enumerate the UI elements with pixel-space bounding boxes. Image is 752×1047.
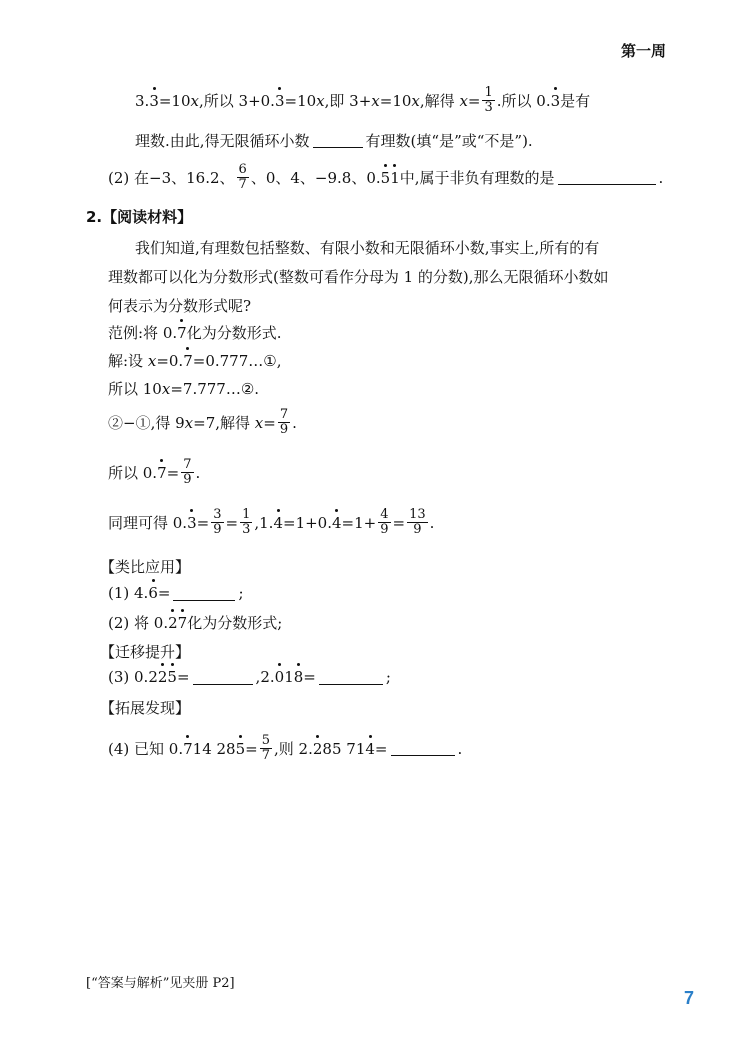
fraction xyxy=(211,508,223,538)
text: =1+ xyxy=(341,513,377,532)
text: = xyxy=(303,668,316,686)
so-line xyxy=(108,378,259,399)
numerator: 1 xyxy=(484,85,493,100)
text: ②−①,得 9 xyxy=(108,414,185,433)
text: = xyxy=(176,668,190,686)
repeating-digit: 3 xyxy=(550,91,561,110)
subtract-line xyxy=(108,408,297,438)
question-2 xyxy=(108,163,663,193)
text: . xyxy=(292,413,297,432)
text: ,2. xyxy=(255,668,275,686)
text: . xyxy=(429,513,435,532)
reading-para-2: 理数都可以化为分数形式(整数可看作分母为 1 的分数),那么无限循环小数如 xyxy=(108,268,609,286)
numerator: 1 xyxy=(242,507,251,522)
text: ,即 3+ xyxy=(324,92,372,111)
repeating-digit: 5 xyxy=(167,668,177,686)
variable-x: x xyxy=(459,91,468,110)
text: 范例:将 0. xyxy=(108,324,178,342)
repeating-digit: 7 xyxy=(157,463,167,482)
text: =7.777…②. xyxy=(170,379,260,398)
text: 理数.由此,得无限循环小数 xyxy=(135,132,310,150)
text: ; xyxy=(238,584,244,602)
text: = xyxy=(263,413,276,432)
repeating-digit: 5 xyxy=(380,168,391,187)
text: = xyxy=(166,463,180,482)
repeating-digit: 0 xyxy=(274,668,285,686)
variable-x: x xyxy=(411,91,420,110)
text: ,所以 3+0. xyxy=(198,92,275,111)
text: = xyxy=(196,513,210,532)
analog-title: 【类比应用】 xyxy=(100,558,191,576)
text: =0. xyxy=(156,351,184,370)
text: ; xyxy=(385,668,391,686)
numerator: 4 xyxy=(380,507,389,522)
expand-title: 【拓展发现】 xyxy=(100,699,191,717)
denominator: 9 xyxy=(279,422,289,438)
text: = xyxy=(374,739,388,758)
variable-x: x xyxy=(371,91,380,110)
example-line xyxy=(108,322,281,343)
text: =7,解得 xyxy=(193,414,251,433)
text: 85 71 xyxy=(322,739,366,758)
text: 14 28 xyxy=(192,739,236,758)
section-2-title: 2.【阅读材料】 xyxy=(86,208,193,226)
repeating-digit: 4 xyxy=(273,513,283,532)
variable-x: x xyxy=(190,91,199,110)
text: 化为分数形式. xyxy=(186,324,282,342)
variable-x: x xyxy=(254,413,264,432)
repeating-digit: 4 xyxy=(365,739,375,758)
text: 中,属于非负有理数的是 xyxy=(399,169,555,188)
text: = xyxy=(392,513,406,532)
repeating-digit: 2 xyxy=(168,613,178,632)
text: = xyxy=(225,513,239,532)
repeating-digit: 6 xyxy=(148,584,158,602)
numerator: 13 xyxy=(409,507,426,522)
denominator: 7 xyxy=(261,748,271,764)
repeating-digit: 3 xyxy=(274,91,285,110)
text: (1) 4. xyxy=(108,584,149,602)
fraction xyxy=(407,508,428,538)
denominator: 3 xyxy=(242,522,251,538)
fraction xyxy=(378,508,390,538)
expand-q4 xyxy=(108,734,462,764)
repeating-digit: 7 xyxy=(183,739,193,758)
reading-para-1: 我们知道,有理数包括整数、有限小数和无限循环小数,事实上,所有的有 xyxy=(135,239,600,257)
numerator: 7 xyxy=(183,457,192,472)
analog-q2 xyxy=(108,612,282,633)
repeating-digit: 1 xyxy=(390,168,400,187)
week-header: 第一周 xyxy=(620,42,666,60)
transfer-q3 xyxy=(108,668,391,686)
text: . xyxy=(195,463,201,482)
answer-blank[interactable] xyxy=(173,586,235,601)
text: =1+0. xyxy=(283,513,332,532)
fraction xyxy=(181,458,193,488)
repeating-digit: 2 xyxy=(312,739,323,758)
similar-line xyxy=(108,508,434,538)
text: 有理数(填“是”或“不是”). xyxy=(365,132,533,150)
fraction xyxy=(240,508,252,538)
repeating-digit: 5 xyxy=(235,739,246,758)
denominator: 9 xyxy=(213,522,222,538)
denominator: 9 xyxy=(380,522,389,538)
variable-x: x xyxy=(316,91,325,110)
text: 化为分数形式; xyxy=(187,614,283,632)
variable-x: x xyxy=(184,413,194,432)
answer-blank[interactable] xyxy=(391,741,455,756)
page-number: 7 xyxy=(684,988,695,1008)
text: .所以 0. xyxy=(496,92,551,111)
variable-x: x xyxy=(147,351,157,370)
answer-blank[interactable] xyxy=(558,170,656,185)
repeating-digit: 4 xyxy=(332,513,342,532)
text: (2) 在−3、16.2、 xyxy=(108,169,235,188)
fraction xyxy=(237,163,249,193)
numerator: 3 xyxy=(213,507,222,522)
text: =0.777…①, xyxy=(192,351,282,370)
text: ,1. xyxy=(254,513,274,532)
text: ,则 2. xyxy=(274,740,313,759)
text: =10 xyxy=(284,91,317,110)
fraction xyxy=(260,734,272,764)
variable-x: x xyxy=(161,379,171,398)
repeating-digit: 3 xyxy=(149,91,159,110)
repeating-digit: 2 xyxy=(157,668,168,686)
transfer-title: 【迁移提升】 xyxy=(100,643,191,661)
repeating-digit: 3 xyxy=(187,513,197,532)
text: (4) 已知 0. xyxy=(108,740,184,759)
denominator: 9 xyxy=(183,472,192,488)
text: =10 xyxy=(379,91,412,110)
fraction xyxy=(482,86,494,116)
part1-line1 xyxy=(135,86,590,116)
text: 所以 0. xyxy=(108,464,158,483)
repeating-digit: 7 xyxy=(177,323,187,342)
denominator: 7 xyxy=(238,177,247,193)
text: = xyxy=(157,584,171,602)
text: . xyxy=(457,739,463,758)
part1-line2 xyxy=(135,130,533,151)
text: = xyxy=(245,739,258,758)
text: 1 xyxy=(284,668,294,686)
answer-blank[interactable] xyxy=(313,133,363,148)
repeating-digit: 7 xyxy=(183,351,193,370)
repeating-digit: 7 xyxy=(177,613,188,632)
fraction xyxy=(278,408,290,438)
text: 同理可得 0. xyxy=(108,514,188,533)
analog-q1 xyxy=(108,584,244,602)
numerator: 6 xyxy=(238,162,247,177)
text: 所以 10 xyxy=(108,380,162,398)
text: =10 xyxy=(158,91,191,110)
text: (2) 将 0. xyxy=(108,614,169,632)
text: . xyxy=(658,168,664,187)
repeating-digit: 8 xyxy=(293,668,304,686)
text: 2 xyxy=(148,668,158,686)
numerator: 5 xyxy=(261,733,271,748)
solution-line xyxy=(108,350,281,371)
answer-reference: [“答案与解析”见夹册 P2] xyxy=(86,976,235,991)
text: 、0、4、−9.8、0. xyxy=(250,169,381,188)
answer-blank[interactable] xyxy=(319,670,383,685)
text: 解:设 xyxy=(108,352,144,370)
text: ,解得 xyxy=(419,92,455,111)
text: 是有 xyxy=(560,92,591,111)
text: = xyxy=(467,91,481,110)
text: 3. xyxy=(135,91,150,110)
text: (3) 0. xyxy=(108,668,149,686)
denominator: 9 xyxy=(413,522,422,538)
reading-para-3: 何表示为分数形式呢? xyxy=(108,297,252,315)
answer-blank[interactable] xyxy=(193,670,253,685)
denominator: 3 xyxy=(484,100,493,116)
numerator: 7 xyxy=(279,407,289,422)
result-line xyxy=(108,458,200,488)
